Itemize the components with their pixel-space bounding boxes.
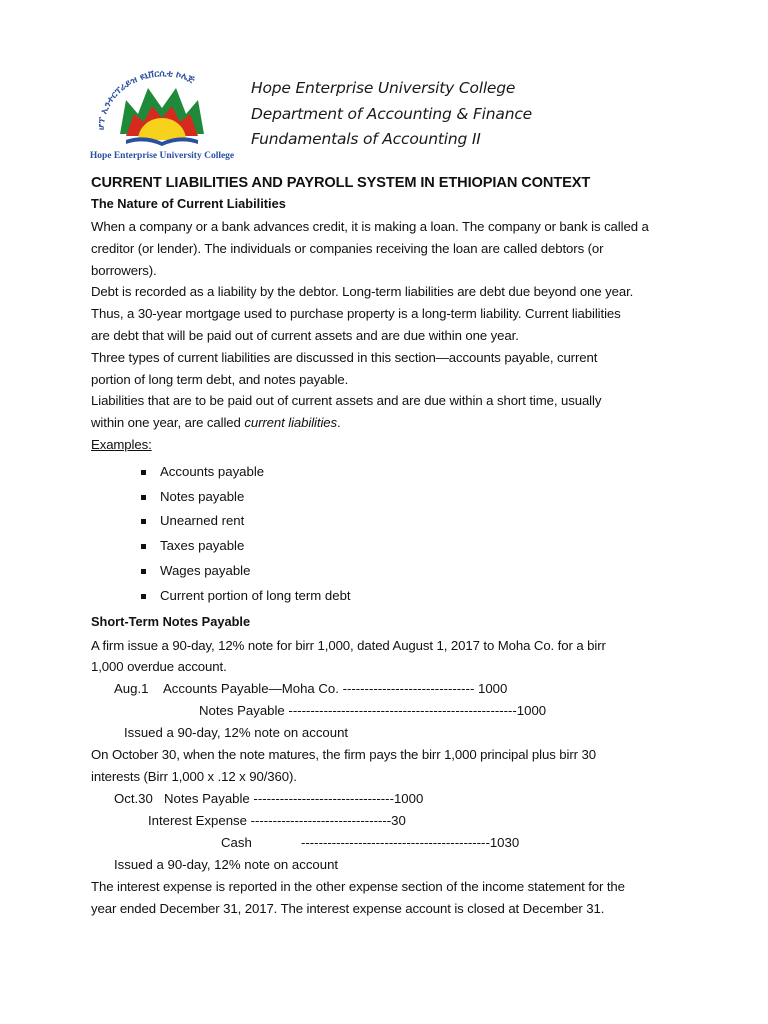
journal-entry-row — [91, 832, 691, 854]
bullet-icon — [141, 495, 146, 500]
journal-entry-row — [91, 854, 691, 876]
entry-memo: Issued a 90-day, 12% note on account — [114, 856, 339, 872]
paragraph-line: borrowers). — [91, 262, 157, 278]
list-item: Taxes payable — [91, 534, 691, 559]
term-current-liabilities: current liabilities — [244, 415, 338, 431]
logo-amharic-text: ሆፕ ኢንተርፕራይዝ ዩኒቨርሲቲ ኮሌጅ — [96, 70, 196, 131]
paragraph-line: are debt that will be paid out of current assets and are due within one year. — [91, 327, 519, 343]
journal-entry-row — [91, 678, 691, 700]
journal-entry-row — [91, 722, 691, 744]
entry-debit: Notes Payable --------------------------------1000 — [164, 790, 424, 806]
entry-date: Oct.30 — [114, 790, 153, 806]
document-header — [251, 76, 532, 153]
institution-name: Hope Enterprise University College — [251, 79, 516, 97]
bullet-icon — [141, 519, 146, 524]
list-item: Current portion of long term debt — [91, 584, 691, 609]
paragraph-line: On October 30, when the note matures, the firm pays the birr 1,000 principal plus birr 30 — [91, 747, 596, 763]
hope-enterprise-logo-icon — [86, 70, 238, 162]
list-item: Wages payable — [91, 559, 691, 584]
document-body — [91, 173, 691, 919]
paragraph-line: Thus, a 30-year mortgage used to purchase property is a long-term liability. Current liabilities — [91, 306, 621, 322]
paragraph-line: 1,000 overdue account. — [91, 659, 227, 675]
bullet-icon — [141, 544, 146, 549]
document-title: CURRENT LIABILITIES AND PAYROLL SYSTEM IN ETHIOPIAN CONTEXT — [91, 175, 591, 191]
journal-entry-row — [91, 788, 691, 810]
bullet-icon — [141, 470, 146, 475]
logo-caption: Hope Enterprise University College — [89, 151, 235, 161]
bullet-icon — [141, 569, 146, 574]
paragraph-line: portion of long term debt, and notes payable. — [91, 371, 349, 387]
paragraph-line: within one year, are called current liabilities. — [91, 415, 341, 431]
entry-debit: Accounts Payable—Moha Co. ------------------------------ 1000 — [163, 681, 508, 697]
examples-label: Examples: — [91, 436, 152, 452]
list-item: Notes payable — [91, 485, 691, 510]
section-heading-notes-payable: Short-Term Notes Payable — [91, 613, 251, 629]
entry-credit-label: Cash — [221, 834, 252, 850]
journal-entry-row — [91, 810, 691, 832]
list-item: Unearned rent — [91, 509, 691, 534]
paragraph-line: creditor (or lender). The individuals or companies receiving the loan are called debtors (or — [91, 240, 604, 256]
list-item: Accounts payable — [91, 460, 691, 485]
bullet-icon — [141, 594, 146, 599]
paragraph-line: When a company or a bank advances credit, it is making a loan. The company or bank is called a — [91, 219, 649, 234]
entry-credit-value: -------------------------------------------1030 — [301, 834, 520, 850]
paragraph-line: year ended December 31, 2017. The interest expense account is closed at December 31. — [91, 900, 605, 916]
journal-entry-row — [91, 700, 691, 722]
entry-memo: Issued a 90-day, 12% note on account — [124, 725, 349, 741]
entry-credit: Notes Payable ----------------------------------------------------1000 — [199, 703, 547, 719]
course-name: Fundamentals of Accounting II — [251, 130, 481, 148]
paragraph-line: Three types of current liabilities are discussed in this section—accounts payable, current — [91, 349, 598, 365]
paragraph-line: Liabilities that are to be paid out of current assets and are due within a short time, usually — [91, 393, 602, 409]
paragraph-line: A firm issue a 90-day, 12% note for birr 1,000, dated August 1, 2017 to Moha Co. for a birr — [91, 637, 606, 653]
paragraph-line: interests (Birr 1,000 x .12 x 90/360). — [91, 768, 297, 784]
paragraph-line: The interest expense is reported in the other expense section of the income statement for the — [91, 878, 625, 894]
entry-debit: Interest Expense --------------------------------30 — [148, 812, 406, 828]
section-heading-nature: The Nature of Current Liabilities — [91, 196, 286, 211]
paragraph-line: Debt is recorded as a liability by the debtor. Long-term liabilities are debt due beyond one year. — [91, 284, 634, 300]
entry-date: Aug.1 — [114, 681, 149, 697]
examples-list — [91, 460, 691, 609]
department-name: Department of Accounting & Finance — [251, 104, 532, 123]
